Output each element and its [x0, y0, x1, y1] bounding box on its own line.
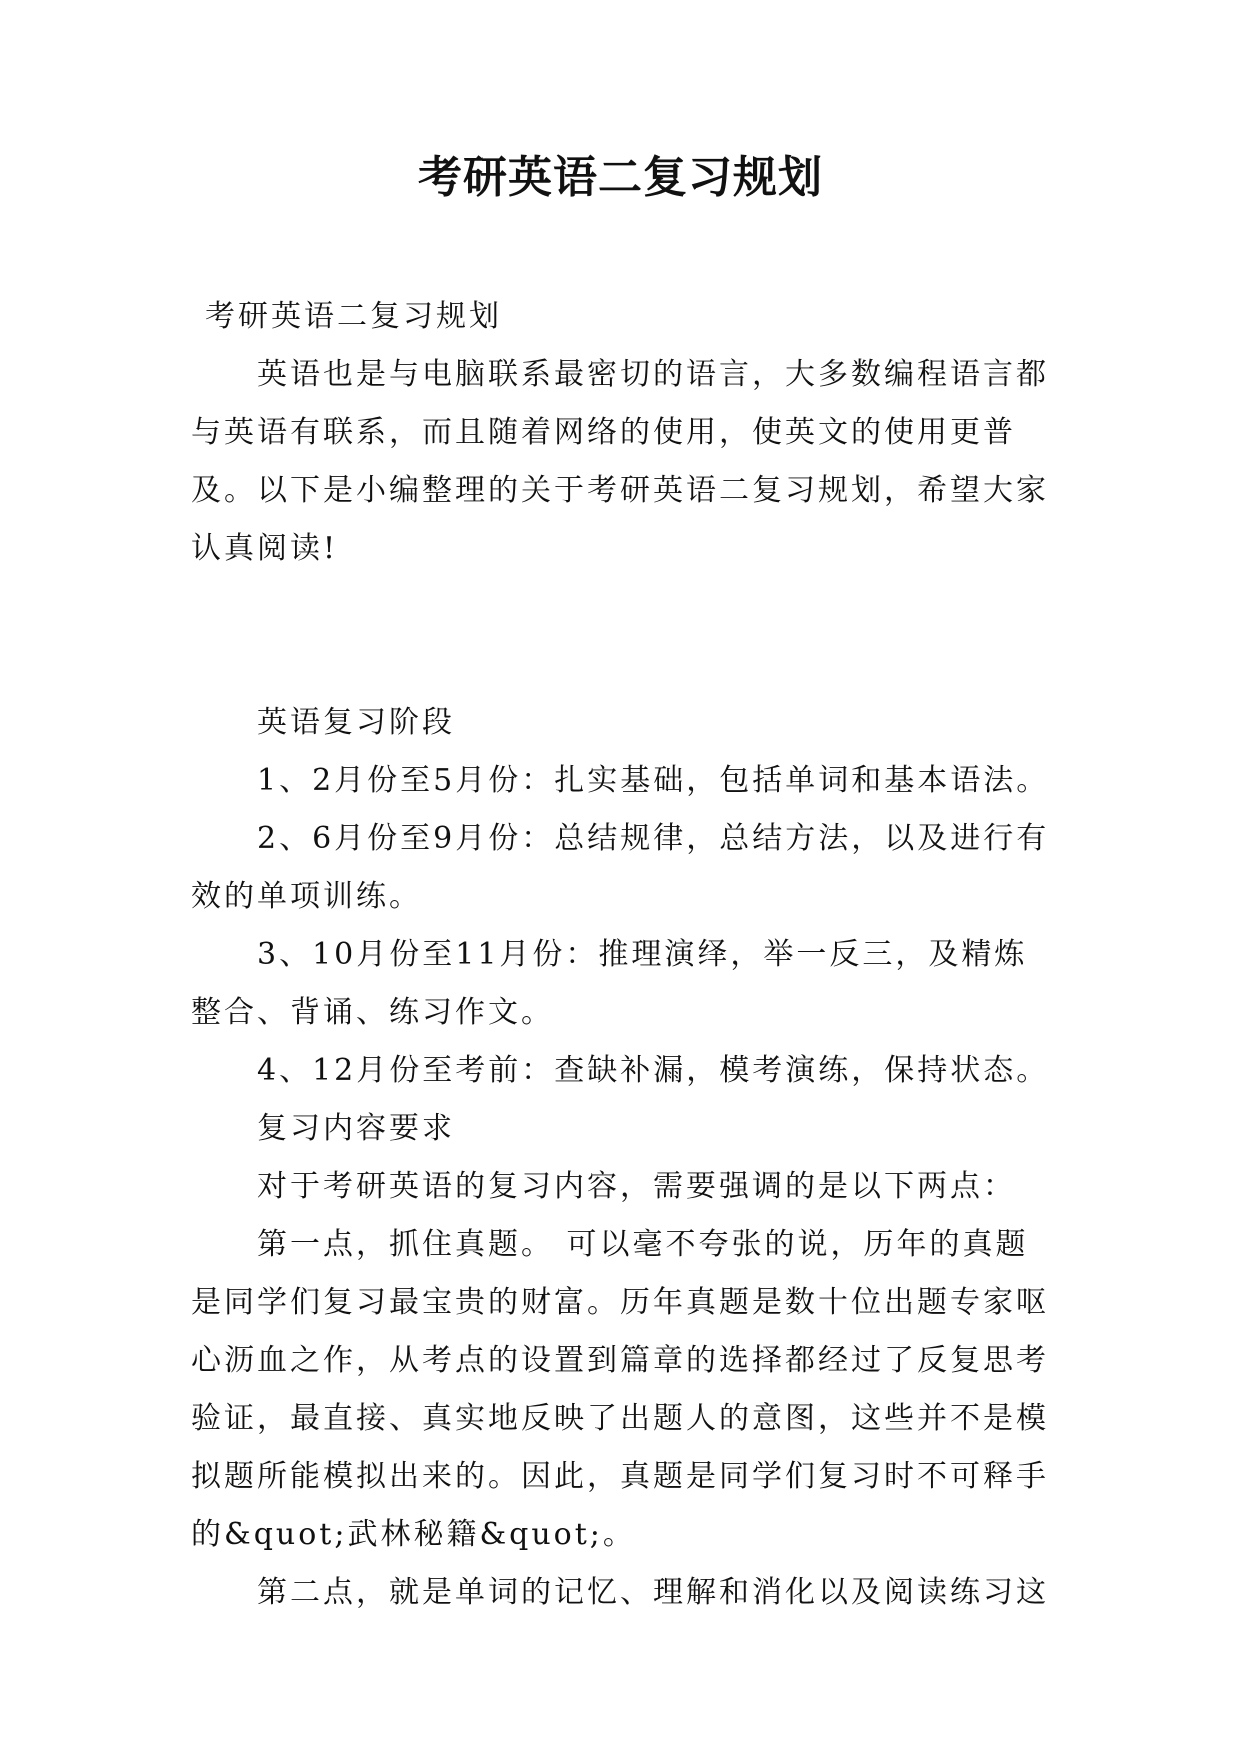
- stage-item: 2、6月份至9月份：总结规律，总结方法，以及进行有效的单项训练。: [191, 821, 1050, 914]
- stage-item: 3、10月份至11月份：推理演绎，举一反三，及精炼整合、背诵、练习作文。: [191, 937, 1028, 1030]
- point-two-paragraph: 第二点，就是单词的记忆、理解和消化以及阅读练习这: [257, 1575, 1049, 1610]
- paragraph-spacer: [191, 578, 1053, 694]
- requirements-intro: 对于考研英语的复习内容，需要强调的是以下两点：: [257, 1169, 1016, 1204]
- section-heading-stages: 英语复习阶段: [257, 705, 455, 740]
- document-title: 考研英语二复习规划: [418, 152, 823, 203]
- section-heading-requirements: 复习内容要求: [257, 1111, 455, 1146]
- intro-paragraph: 英语也是与电脑联系最密切的语言，大多数编程语言都与英语有联系，而且随着网络的使用，使英文的使用更普及。以下是小编整理的关于考研英语二复习规划，希望大家认真阅读!: [191, 357, 1049, 566]
- stage-item: 4、12月份至考前：查缺补漏，模考演练，保持状态。: [257, 1053, 1050, 1088]
- document-subtitle: 考研英语二复习规划: [205, 299, 502, 334]
- document-body: [191, 288, 1053, 1622]
- point-one-paragraph: 第一点，抓住真题。 可以毫不夸张的说，历年的真题是同学们复习最宝贵的财富。历年真题是数十位出题专家呕心沥血之作，从考点的设置到篇章的选择都经过了反复思考验证，最直接、真实地反映了出题人的意图，这些并不是模拟题所能模拟出来的。因此，真题是同学们复习时不可释手的&quot;武林秘籍&quot;。: [191, 1227, 1049, 1552]
- stage-item: 1、2月份至5月份：扎实基础，包括单词和基本语法。: [257, 763, 1050, 798]
